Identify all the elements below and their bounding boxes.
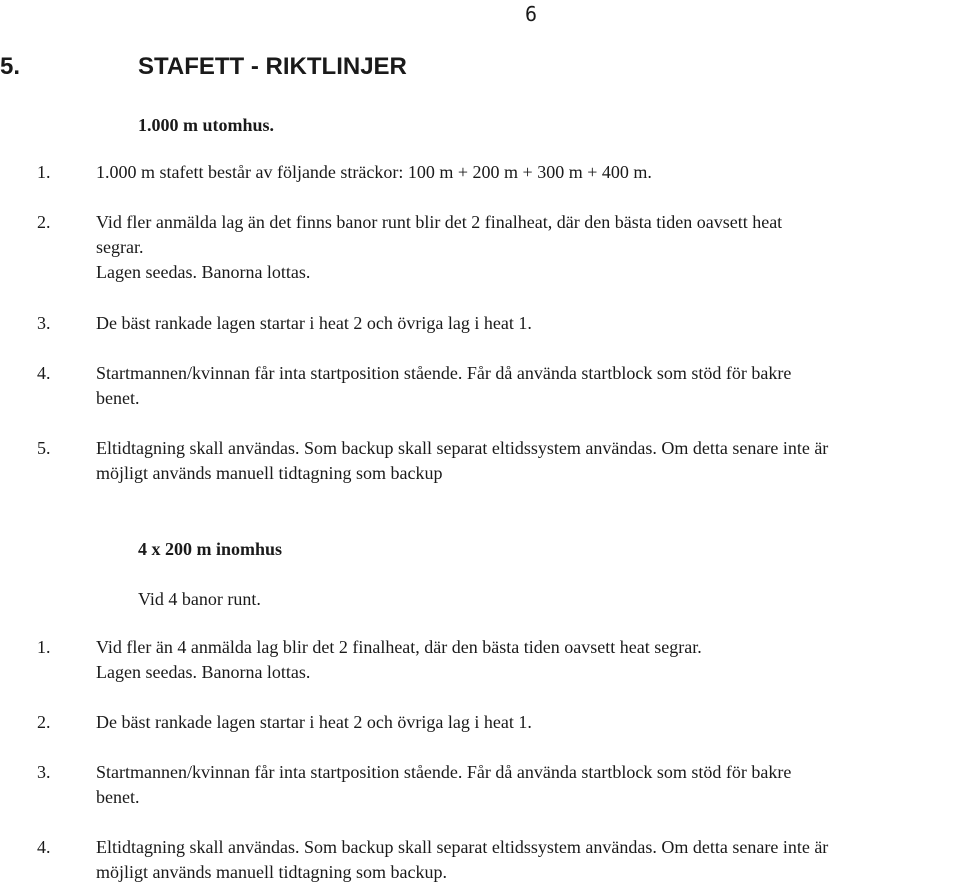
item-line: Startmannen/kvinnan får inta startposition stående. Får då använda startblock som stöd för bakre bbox=[96, 762, 792, 782]
item-line: Lagen seedas. Banorna lottas. bbox=[96, 262, 311, 282]
section-title: 4 x 200 m inomhus bbox=[138, 539, 283, 559]
item-line: Vid fler än 4 anmälda lag blir det 2 finalheat, där den bästa tiden oavsett heat segrar. bbox=[96, 637, 702, 657]
item-line: De bäst rankade lagen startar i heat 2 och övriga lag i heat 1. bbox=[96, 313, 532, 333]
item-text bbox=[96, 311, 958, 336]
item-text bbox=[96, 760, 958, 810]
item-line: Startmannen/kvinnan får inta startposition stående. Får då använda startblock som stöd för bakre bbox=[96, 363, 792, 383]
item-number: 2. bbox=[37, 212, 51, 232]
page-number: 6 bbox=[525, 2, 538, 26]
section-subtitle: Vid 4 banor runt. bbox=[138, 589, 261, 609]
item-text bbox=[96, 635, 958, 685]
item-line: möjligt används manuell tidtagning som backup. bbox=[96, 862, 447, 882]
item-text bbox=[96, 710, 958, 735]
item-text bbox=[96, 835, 958, 885]
item-line: Eltidtagning skall användas. Som backup skall separat eltidssystem användas. Om detta senare inte är bbox=[96, 438, 829, 458]
item-line: benet. bbox=[96, 388, 140, 408]
item-line: Vid fler anmälda lag än det finns banor runt blir det 2 finalheat, där den bästa tiden oavsett heat bbox=[96, 212, 783, 232]
item-line: benet. bbox=[96, 787, 140, 807]
page-title: STAFETT - RIKTLINJER bbox=[138, 53, 407, 80]
item-line: Eltidtagning skall användas. Som backup skall separat eltidssystem användas. Om detta senare inte är bbox=[96, 837, 829, 857]
item-line: 1.000 m stafett består av följande sträckor: 100 m + 200 m + 300 m + 400 m. bbox=[96, 162, 652, 182]
item-line: De bäst rankade lagen startar i heat 2 och övriga lag i heat 1. bbox=[96, 712, 532, 732]
item-text bbox=[96, 361, 958, 411]
item-number: 4. bbox=[37, 837, 51, 857]
item-number: 1. bbox=[37, 162, 51, 182]
item-text bbox=[96, 210, 958, 285]
item-line: möjligt används manuell tidtagning som backup bbox=[96, 463, 443, 483]
item-line: segrar. bbox=[96, 237, 144, 257]
item-text bbox=[96, 436, 958, 486]
section-title: 1.000 m utomhus. bbox=[138, 115, 275, 135]
item-number: 3. bbox=[37, 762, 51, 782]
item-number: 5. bbox=[37, 438, 51, 458]
item-number: 3. bbox=[37, 313, 51, 333]
item-number: 4. bbox=[37, 363, 51, 383]
item-number: 1. bbox=[37, 637, 51, 657]
item-number: 2. bbox=[37, 712, 51, 732]
item-line: Lagen seedas. Banorna lottas. bbox=[96, 662, 311, 682]
heading-number: 5. bbox=[0, 53, 21, 80]
item-text bbox=[96, 160, 958, 185]
